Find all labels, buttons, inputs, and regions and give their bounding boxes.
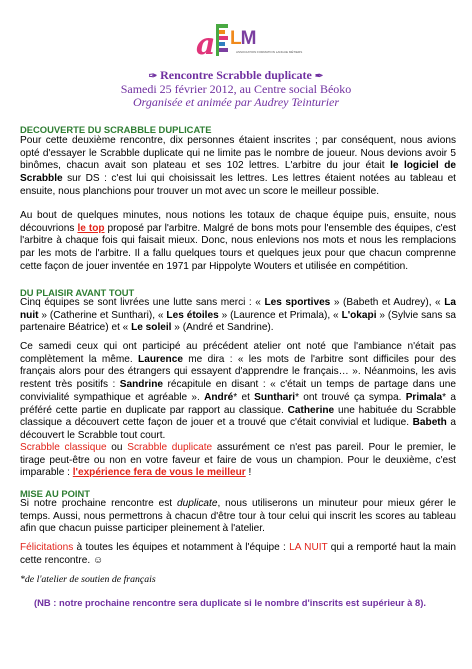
highlight-experience: l'expérience fera de vous le meilleur <box>72 467 246 479</box>
aflm-logo <box>196 22 303 66</box>
smiley-icon: ☺ <box>92 554 104 566</box>
paragraph-felicitations: Félicitations à toutes les équipes et notamment à l'équipe : LA NUIT qui a remporté haut la main cette rencontre. ☺ <box>20 542 456 566</box>
logo-letter-a: a <box>196 27 216 62</box>
paragraph-top: Au bout de quelques minutes, nous notions les totaux de chaque équipe puis, ensuite, nous découvrions le top proposé par l'arbitre. Malgré de bons mots pour l'ensemble des équipes, c'est l'arbitre à chaque fois qui faisait mieux. Donc, nous enlevions nos mots et nous les remplacions par les mots de l'arbitre. Il a fallu quelques tours et quelques jeux pour que chacun comprenne cette façon de jouer inventée en 1971 par Hippolyte Wouters et utilisée en compétition. <box>20 210 457 272</box>
deco-right-icon: ✒ <box>314 71 324 82</box>
logo-letter-f <box>216 22 228 58</box>
event-date: Samedi 25 février 2012, au Centre social Béoko <box>120 82 352 96</box>
deco-left-icon: ✑ <box>148 71 158 82</box>
paragraph-ambiance: Ce samedi ceux qui ont participé au précédent atelier ont noté que l'ambiance n'était pas complètement la même. Laurence me dira : « les mots de l'arbitre sont difficiles pour des français alors pour des étrangers qui essayent d'apprendre le français… ». Néanmoins, les avis restent très positifs : Sandrine récapitule en disant : « c'était un temps de partage dans une convivialité sympathique et agréable ». André* et Sunthari* ont trouvé ça sympa. Primala* a préféré cette partie en duplicate par rapport au classique. Catherine une habituée du Scrabble classique a découvert cette façon de jouer et a trouvé que c'était convivial et ludique. Babeth a découvert le Scrabble tout court. <box>20 341 457 441</box>
section-heading-plaisir: DU PLAISIR AVANT TOUT <box>20 287 135 298</box>
logo-letters-lm: LM <box>230 28 256 49</box>
nb-note: (NB : notre prochaine rencontre sera duplicate si le nombre d'inscrits est supérieur à 8). <box>34 597 426 608</box>
title-text: Rencontre Scrabble duplicate <box>160 68 312 82</box>
section-heading-mise-au-point: MISE AU POINT <box>20 488 90 499</box>
paragraph-minuteur: Si notre prochaine rencontre est duplicate, nous utiliserons un minuteur pour mieux gérer le temps. Aussi, nous permettrons à chacun d'être tour à tour celui qui inscrit les scores au tableau afin que chacun puisse participer pleinement à l'atelier. <box>20 498 456 535</box>
footnote: *de l'atelier de soutien de français <box>20 574 156 585</box>
event-organizer: Organisée et animée par Audrey Teinturier <box>132 95 340 109</box>
paragraph-teams: Cinq équipes se sont livrées une lutte sans merci : « Les sportives » (Babeth et Audrey), « La nuit » (Catherine et Sunthari), « Les étoiles » (Laurence et Primala), « L'okapi » (Sylvie sans sa partenaire Béatrice) et « Le soleil » (André et Sandrine). <box>20 297 456 334</box>
paragraph-intro: Pour cette deuxième rencontre, dix personnes étaient inscrites ; par conséquent, nous avions opté d'essayer le Scrabble duplicate qui ne limite pas le nombre de joueur. Nous devions avoir 5 binômes, chacun avait son plateau et ses 102 lettres. L'arbitre du jour était le logiciel de Scrabble sur DS : c'est lui qui choisissait les lettres. Les lettres étaient notées au tableau et ensuite, nous planchions pour trouver un mot avec un score le meilleur possible. <box>20 135 457 197</box>
page-title <box>0 68 472 83</box>
paragraph-classique-duplicate: Scrabble classique ou Scrabble duplicate assurément ce n'est pas pareil. Pour le premier, le tirage peut-être ou non en votre faveur et faire de vous un champion. Pour le deuxième, c'est imparable : l'expérience fera de vous le meilleur ! <box>20 442 456 479</box>
highlight-le-top: le top <box>77 222 105 234</box>
logo-subtitle: ASSOCIATION FORMATION LANGUE MÉTIERS <box>236 50 303 54</box>
section-heading-decouverte: DECOUVERTE DU SCRABBLE DUPLICATE <box>20 124 212 135</box>
